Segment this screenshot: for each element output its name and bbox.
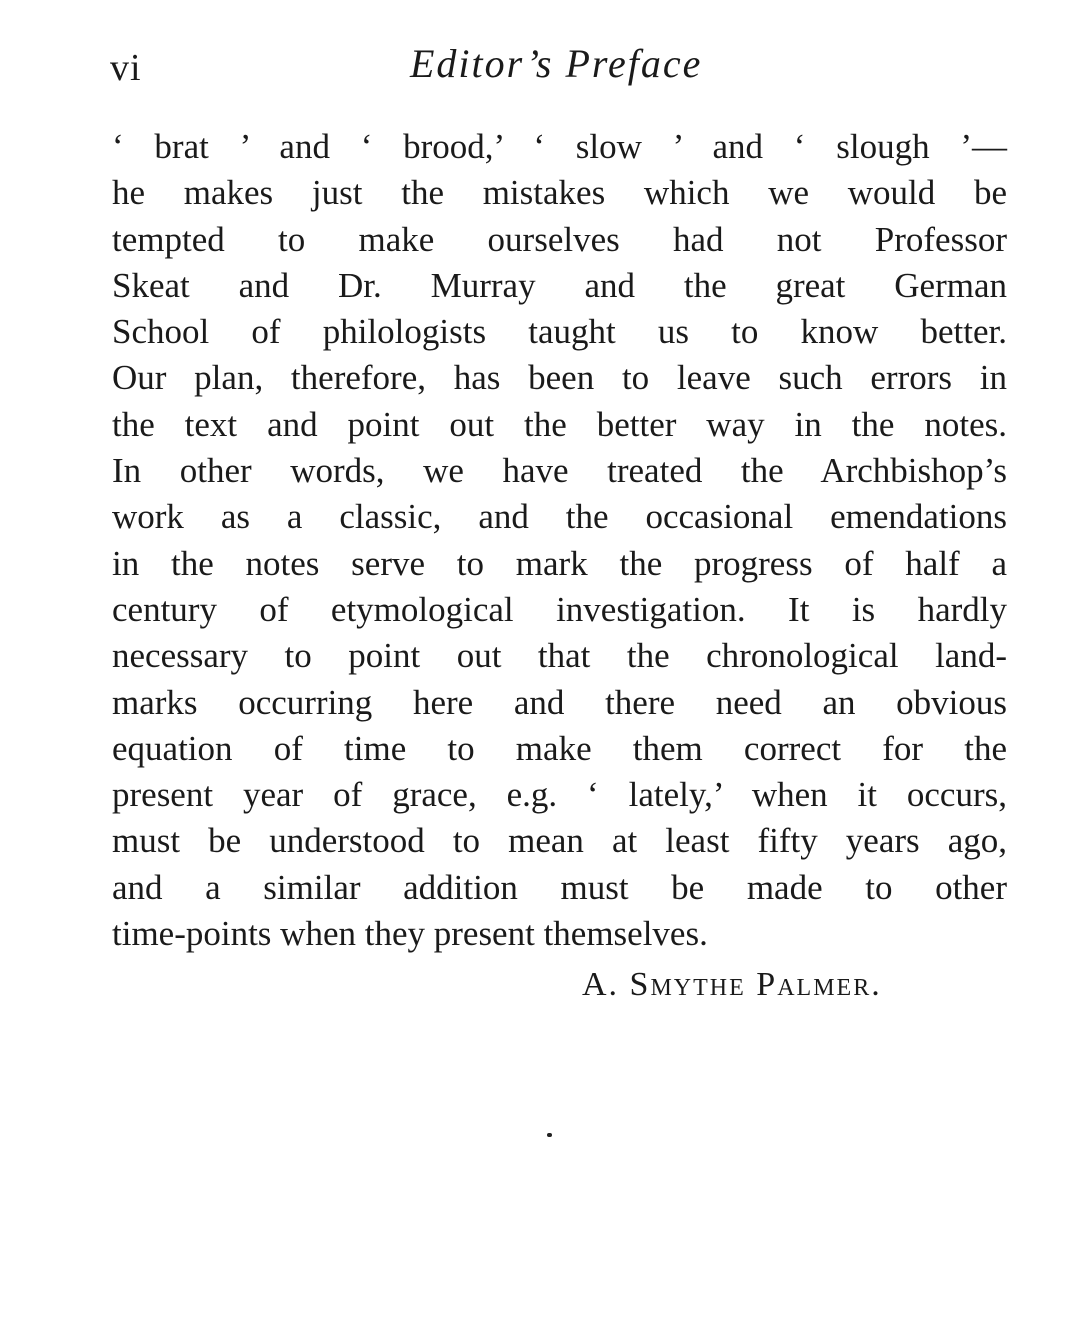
text-line: time-points when they present themselves. bbox=[112, 914, 708, 954]
text-line: work as a classic, and the occasional emendations bbox=[112, 497, 1007, 537]
text-line: necessary to point out that the chronological land- bbox=[112, 636, 1007, 676]
text-line: Our plan, therefore, has been to leave such errors in bbox=[112, 358, 1007, 398]
page-number: vi bbox=[110, 47, 142, 89]
text-line: the text and point out the better way in the notes. bbox=[112, 404, 1007, 444]
text-line: he makes just the mistakes which we would be bbox=[112, 173, 1007, 213]
author-signature: A. Smythe Palmer. bbox=[582, 966, 882, 1003]
text-line: ‘ brat ’ and ‘ brood,’ ‘ slow ’ and ‘ slough ’— bbox=[112, 127, 1007, 166]
text-line: in the notes serve to mark the progress of half a bbox=[112, 543, 1007, 583]
text-line: must be understood to mean at least fifty years ago, bbox=[112, 821, 1007, 861]
text-line: century of etymological investigation. It is hardly bbox=[112, 589, 1007, 629]
text-line: School of philologists taught us to know better. bbox=[112, 312, 1007, 352]
text-line: and a similar addition must be made to other bbox=[112, 867, 1007, 907]
running-head bbox=[110, 40, 1005, 90]
text-line: equation of time to make them correct for the bbox=[112, 728, 1007, 768]
running-title: Editor’s Preface bbox=[410, 41, 703, 86]
text-line: marks occurring here and there need an obvious bbox=[112, 682, 1007, 722]
text-line: present year of grace, e.g. ‘ lately,’ when it occurs, bbox=[112, 775, 1007, 815]
text-line: Skeat and Dr. Murray and the great German bbox=[112, 265, 1007, 305]
text-line: tempted to make ourselves had not Professor bbox=[112, 219, 1007, 259]
text-line: In other words, we have treated the Archbishop’s bbox=[112, 451, 1007, 491]
body-paragraph bbox=[112, 124, 1007, 957]
ink-speck bbox=[547, 1133, 552, 1137]
